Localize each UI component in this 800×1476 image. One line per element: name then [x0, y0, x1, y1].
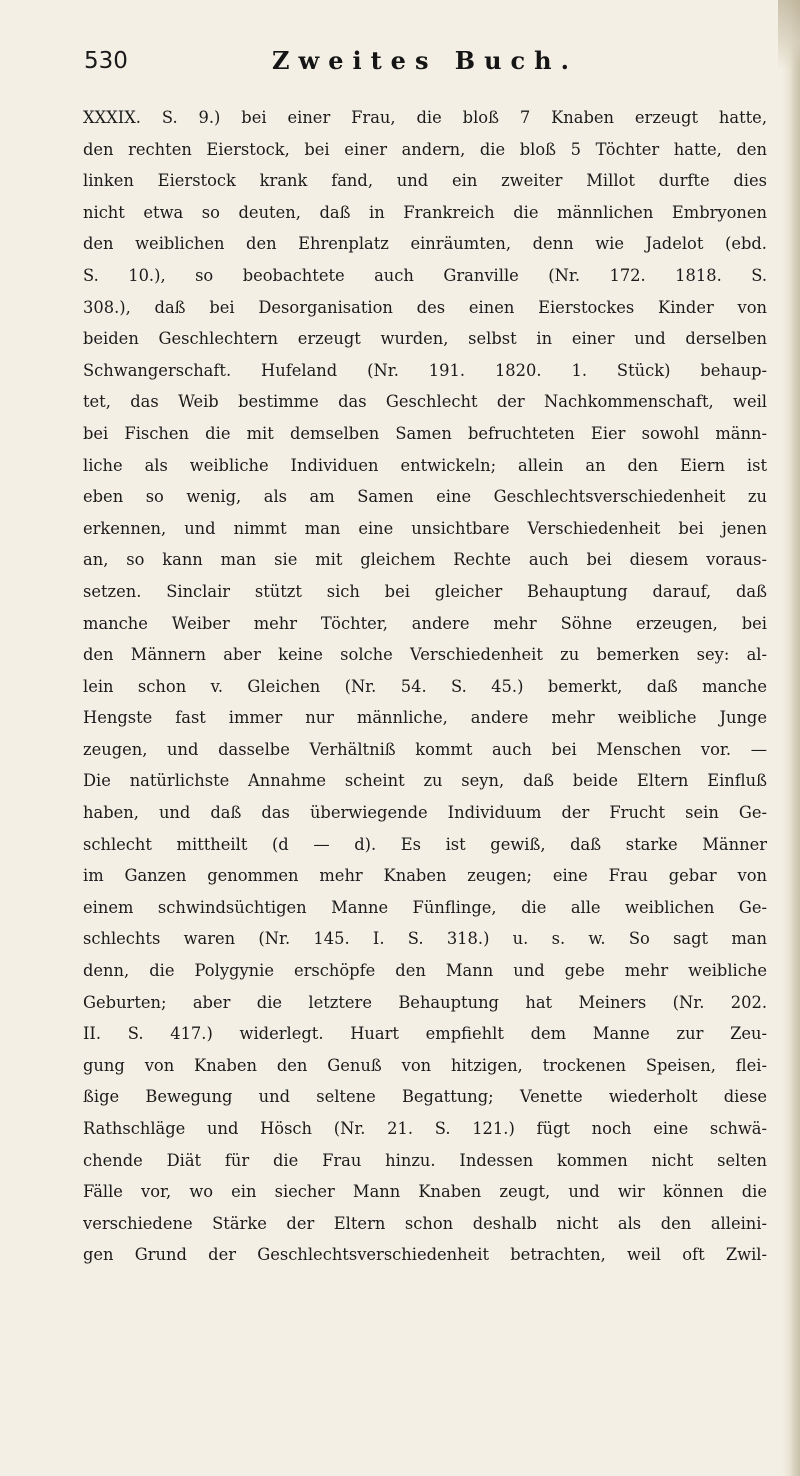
body-text — [83, 102, 767, 1271]
text-line: den Männern aber keine solche Verschiedenheit zu bemerken sey: al- — [83, 645, 767, 665]
text-line: schlechts waren (Nr. 145. I. S. 318.) u. s. w. So sagt man — [83, 929, 767, 949]
text-line: 308.), daß bei Desorganisation des einen Eierstockes Kinder von — [83, 297, 767, 317]
text-line: eben so wenig, als am Samen eine Geschlechtsverschiedenheit zu — [83, 487, 767, 507]
text-line: Hengste fast immer nur männliche, andere mehr weibliche Junge — [83, 708, 767, 728]
text-line: schlecht mittheilt (d — d). Es ist gewiß, daß starke Männer — [83, 834, 767, 854]
text-line: verschiedene Stärke der Eltern schon deshalb nicht als den alleini- — [83, 1213, 767, 1233]
text-line: an, so kann man sie mit gleichem Rechte auch bei diesem voraus- — [83, 550, 767, 570]
page-header — [84, 44, 766, 84]
text-line: lein schon v. Gleichen (Nr. 54. S. 45.) bemerkt, daß manche — [83, 676, 767, 696]
text-line: XXXIX. S. 9.) bei einer Frau, die bloß 7 Knaben erzeugt hatte, — [83, 108, 767, 127]
text-line: tet, das Weib bestimme das Geschlecht der Nachkommenschaft, weil — [83, 392, 767, 412]
text-line: Geburten; aber die letztere Behauptung hat Meiners (Nr. 202. — [83, 992, 767, 1012]
text-line: beiden Geschlechtern erzeugt wurden, selbst in einer und derselben — [83, 329, 767, 349]
text-line: Fälle vor, wo ein siecher Mann Knaben zeugt, und wir können die — [83, 1182, 767, 1202]
text-line: gen Grund der Geschlechtsverschiedenheit betrachten, weil oft Zwil- — [83, 1245, 767, 1265]
text-line: gung von Knaben den Genuß von hitzigen, trockenen Speisen, flei- — [83, 1055, 767, 1075]
page-edge-shadow — [782, 0, 800, 1476]
text-line: ßige Bewegung und seltene Begattung; Venette wiederholt diese — [83, 1087, 767, 1107]
text-line: denn, die Polygynie erschöpfe den Mann und gebe mehr weibliche — [83, 961, 767, 981]
text-line: setzen. Sinclair stützt sich bei gleicher Behauptung darauf, daß — [83, 581, 767, 601]
text-line: chende Diät für die Frau hinzu. Indessen kommen nicht selten — [83, 1150, 767, 1170]
text-line: S. 10.), so beobachtete auch Granville (Nr. 172. 1818. S. — [83, 265, 767, 285]
page-number: 530 — [84, 48, 128, 74]
text-line: bei Fischen die mit demselben Samen befruchteten Eier sowohl männ- — [83, 423, 767, 443]
text-line: haben, und daß das überwiegende Individuum der Frucht sein Ge- — [83, 803, 767, 823]
text-line: liche als weibliche Individuen entwickeln; allein an den Eiern ist — [83, 455, 767, 475]
text-line: zeugen, und dasselbe Verhältniß kommt auch bei Menschen vor. — — [83, 739, 767, 759]
page-corner-stain — [778, 0, 800, 70]
text-line: erkennen, und nimmt man eine unsichtbare Verschiedenheit bei jenen — [83, 518, 767, 538]
text-line: nicht etwa so deuten, daß in Frankreich die männlichen Embryonen — [83, 202, 767, 222]
text-line: Schwangerschaft. Hufeland (Nr. 191. 1820. 1. Stück) behaup- — [83, 360, 767, 380]
running-head: Zweites Buch. — [272, 46, 578, 75]
text-line: linken Eierstock krank fand, und ein zweiter Millot durfte dies — [83, 171, 767, 191]
text-line: manche Weiber mehr Töchter, andere mehr Söhne erzeugen, bei — [83, 613, 767, 633]
text-line: den weiblichen den Ehrenplatz einräumten, denn wie Jadelot (ebd. — [83, 234, 767, 254]
text-line: im Ganzen genommen mehr Knaben zeugen; eine Frau gebar von — [83, 866, 767, 886]
text-line: Rathschläge und Hösch (Nr. 21. S. 121.) fügt noch eine schwä- — [83, 1119, 767, 1138]
text-line: Die natürlichste Annahme scheint zu seyn, daß beide Eltern Einfluß — [83, 771, 767, 791]
text-line: einem schwindsüchtigen Manne Fünflinge, die alle weiblichen Ge- — [83, 897, 767, 917]
text-line: den rechten Eierstock, bei einer andern, die bloß 5 Töchter hatte, den — [83, 139, 767, 159]
text-line: II. S. 417.) widerlegt. Huart empfiehlt dem Manne zur Zeu- — [83, 1024, 767, 1044]
